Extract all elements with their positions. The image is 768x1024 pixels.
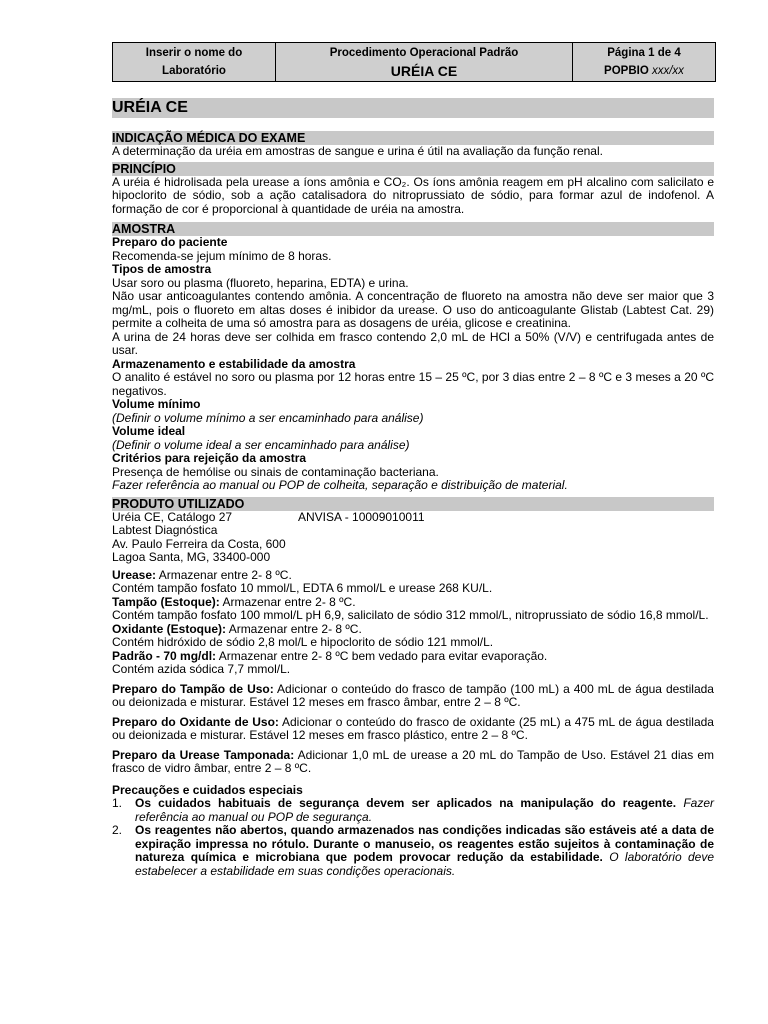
procedure-title-cell xyxy=(276,43,573,82)
prep-text: Adicionar o conteúdo do frasco de tampão (100 mL) a 400 mL de água destilada ou deionizada e misturar. Estável 12 meses em frasco âmbar, entre 2 – 8 ºC. xyxy=(112,681,714,709)
prep-urease xyxy=(112,749,714,776)
reagent-storage: Armazenar entre 2- 8 ºC. xyxy=(219,594,356,609)
patient-prep-text: Recomenda-se jejum mínimo de 8 horas. xyxy=(112,248,332,263)
reagent-content: Contém tampão fosfato 100 mmol/L pH 6,9, salicilato de sódio 312 mmol/L, nitroprussiato de sódio 16,8 mmol/L. xyxy=(112,608,709,622)
precautions-title: Precauções e cuidados especiais xyxy=(112,782,303,797)
precaution-number: 2. xyxy=(112,823,123,837)
procedure-name: URÉIA CE xyxy=(390,63,458,79)
prep-label: Preparo da Urease Tamponada: xyxy=(112,747,295,762)
code-suffix: xxx/xx xyxy=(651,65,684,77)
storage-text: O analito é estável no soro ou plasma por 12 horas entre 15 – 25 ºC, por 3 dias entre 2 – 8 ºC e 3 meses a 20 ºC negativos. xyxy=(112,370,714,398)
precaution-italic: Fazer referência ao manual ou POP de segurança. xyxy=(135,796,714,824)
reagent-content: Contém tampão fosfato 10 mmol/L, EDTA 6 mmol/L e urease 268 KU/L. xyxy=(112,581,493,595)
anticoagulant-text: Não usar anticoagulantes contendo amônia. A concentração de fluoreto na amostra não deve ser maior que 3 mg/mL, pois o fluoreto em altas doses é inibidor da urease. O uso do anticoagulante Glistab (Labtest Cat. 29) permite a colheita de uma só amostra para as dosagens de uréia, glicose e creatinina. xyxy=(112,289,714,330)
manufacturer: Labtest Diagnóstica xyxy=(112,523,218,537)
prep-text: Adicionar o conteúdo do frasco de oxidante (25 mL) a 475 mL de água destilada ou deionizada e misturar. Estável 12 meses em frasco plástico, entre 2 – 8 ºC. xyxy=(112,714,714,742)
ideal-volume-title: Volume ideal xyxy=(112,424,186,438)
prep-label: Preparo do Oxidante de Uso: xyxy=(112,714,279,729)
procedure-type: Procedimento Operacional Padrão xyxy=(329,47,519,59)
section-heading-principle: PRINCÍPIO xyxy=(112,162,714,176)
reagent-item xyxy=(112,623,714,650)
prep-label: Preparo do Tampão de Uso: xyxy=(112,681,274,696)
document-code xyxy=(573,62,715,80)
document-body xyxy=(112,98,714,878)
header-table xyxy=(112,42,716,82)
reagent-label: Oxidante (Estoque): xyxy=(112,621,227,636)
precaution-item xyxy=(112,824,714,878)
reagent-item xyxy=(112,596,714,623)
reagent-label: Urease: xyxy=(112,567,157,582)
section-heading-sample: AMOSTRA xyxy=(112,222,714,236)
rejection-title: Critérios para rejeição da amostra xyxy=(112,451,307,465)
patient-prep-title: Preparo do paciente xyxy=(112,235,228,249)
code-prefix: POPBIO xyxy=(604,65,652,77)
rejection-note: Fazer referência ao manual ou POP de colheita, separação e distribuição de material. xyxy=(112,478,568,492)
page-number: Página 1 de 4 xyxy=(607,47,681,59)
reagent-item xyxy=(112,650,714,677)
sample-types-text: Usar soro ou plasma (fluoreto, heparina, EDTA) e urina. xyxy=(112,275,409,290)
lab-name-cell xyxy=(113,43,276,82)
sample-types-title: Tipos de amostra xyxy=(112,262,212,276)
reagent-label: Tampão (Estoque): xyxy=(112,594,220,609)
lab-name-line1: Inserir o nome do xyxy=(145,47,243,59)
min-volume-title: Volume mínimo xyxy=(112,397,201,411)
prep-oxidant xyxy=(112,716,714,743)
prep-buffer xyxy=(112,683,714,710)
reagent-content: Contém azida sódica 7,7 mmol/L. xyxy=(112,662,291,676)
precaution-item xyxy=(112,797,714,824)
reagent-content: Contém hidróxido de sódio 2,8 mol/L e hipoclorito de sódio 121 mmol/L. xyxy=(112,635,494,649)
precaution-italic: O laboratório deve estabelecer a estabilidade em suas condições operacionais. xyxy=(135,850,714,878)
lab-name-line2: Laboratório xyxy=(162,65,226,77)
rejection-text: Presença de hemólise ou sinais de contaminação bacteriana. xyxy=(112,464,439,479)
precaution-bold: Os cuidados habituais de segurança devem ser aplicados na manipulação do reagente. xyxy=(135,796,677,810)
reagent-storage: Armazenar entre 2- 8 ºC. xyxy=(226,621,362,636)
precaution-bold: Os reagentes não abertos, quando armazenados nas condições indicadas são estáveis até a data de expiração impressa no rótulo. Durante o manuseio, os reagentes estão sujeitos à contaminação de natureza química e microbiana que podem provocar redução da estabilidade. xyxy=(135,823,714,864)
min-volume-text: (Definir o volume mínimo a ser encaminhado para análise) xyxy=(112,410,424,425)
product-line xyxy=(112,511,714,525)
product-name: Uréia CE, Catálogo 27 xyxy=(112,509,233,524)
section-heading-product: PRODUTO UTILIZADO xyxy=(112,497,714,511)
section-heading-indication: INDICAÇÃO MÉDICA DO EXAME xyxy=(112,131,714,145)
manufacturer-city: Lagoa Santa, MG, 33400-000 xyxy=(112,550,271,564)
storage-title: Armazenamento e estabilidade da amostra xyxy=(112,356,356,371)
reagent-storage: Armazenar entre 2- 8 ºC bem vedado para evitar evaporação. xyxy=(216,648,548,663)
reagent-storage: Armazenar entre 2- 8 ºC. xyxy=(156,567,292,582)
reagent-item xyxy=(112,569,714,596)
page-info-cell xyxy=(573,43,716,82)
reagent-label: Padrão - 70 mg/dl: xyxy=(112,648,217,663)
precaution-number: 1. xyxy=(112,796,123,810)
principle-text: A uréia é hidrolisada pela urease a íons amônia e CO₂. Os íons amônia reagem em pH alcalino com salicilato e hipoclorito de sódio, sob a ação catalisadora do nitroprussiato de sódio, para formar azul de indofenol. A formação de cor é proporcional à quantidade de uréia na amostra. xyxy=(112,174,714,216)
urine-text: A urina de 24 horas deve ser colhida em frasco contendo 2,0 mL de HCl a 50% (V/V) e centrifugada antes de usar. xyxy=(112,329,714,357)
indication-text: A determinação da uréia em amostras de sangue e urina é útil na avaliação da função renal. xyxy=(112,144,603,158)
prep-text: Adicionar 1,0 mL de urease a 20 mL do Tampão de Uso. Estável 21 dias em frasco de vidro âmbar, entre 2 – 8 ºC. xyxy=(112,747,714,775)
document-title: URÉIA CE xyxy=(112,98,714,118)
reagent-list xyxy=(112,569,714,677)
manufacturer-address: Av. Paulo Ferreira da Costa, 600 xyxy=(112,536,286,551)
ideal-volume-text: (Definir o volume ideal a ser encaminhado para análise) xyxy=(112,437,410,452)
precautions-list xyxy=(112,797,714,878)
anvisa-number: ANVISA - 10009010011 xyxy=(298,509,425,524)
